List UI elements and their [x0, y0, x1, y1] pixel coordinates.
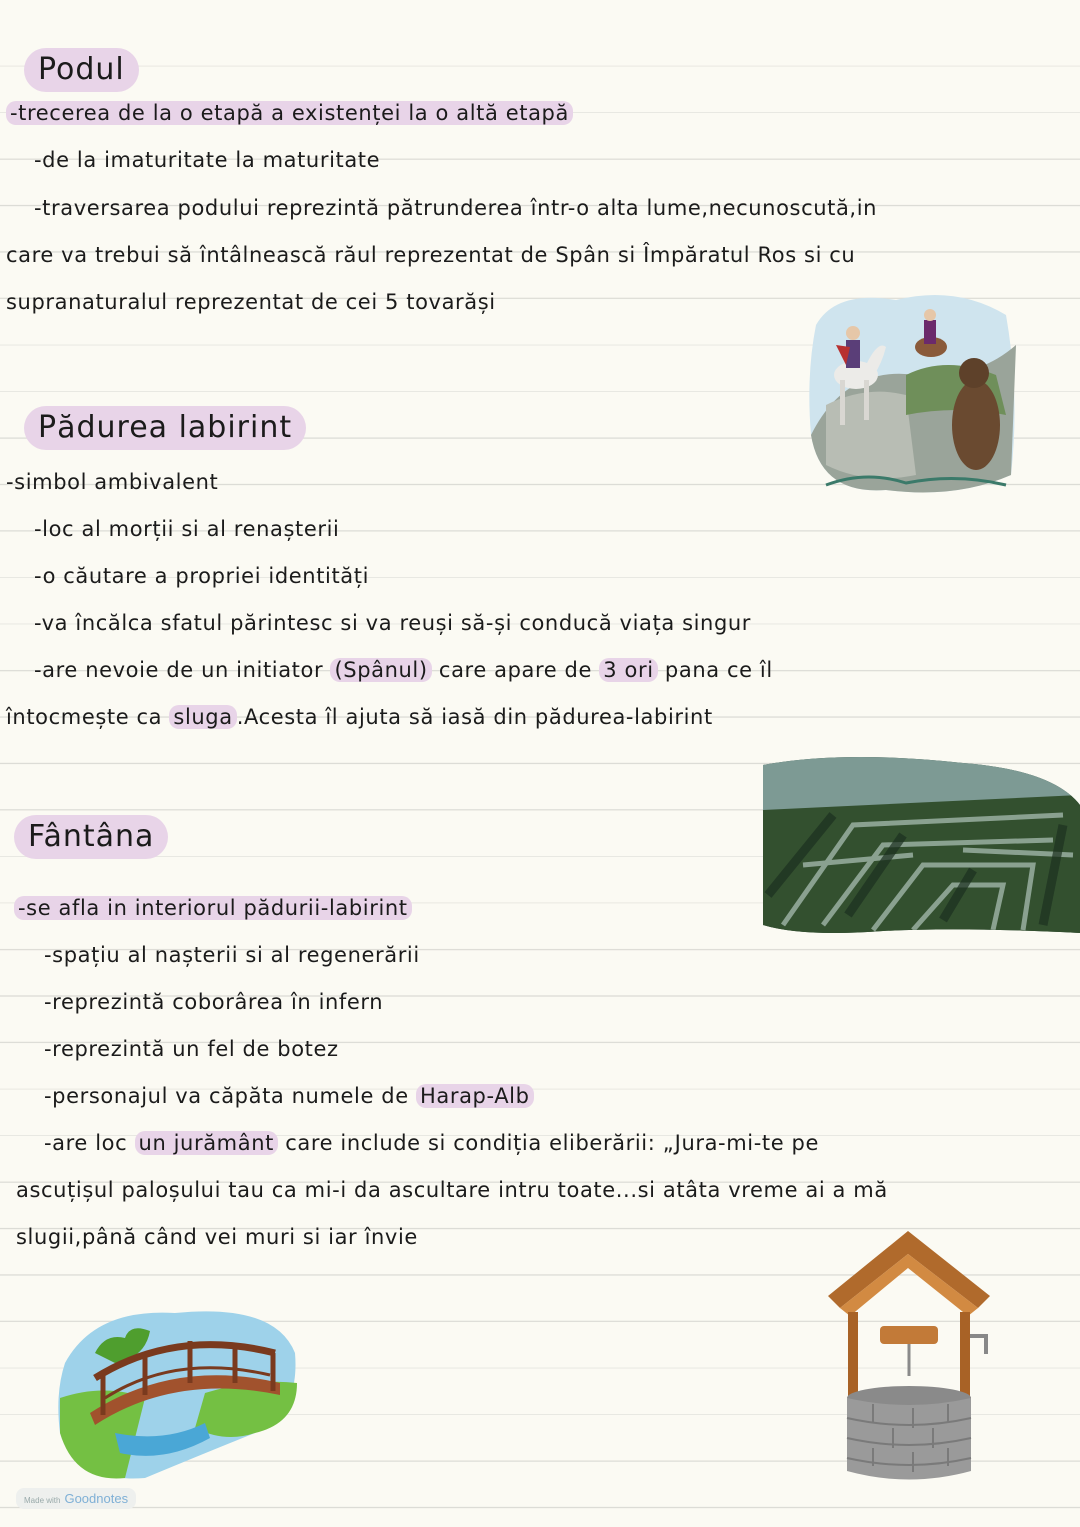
text-run: -are nevoie de un initiator: [34, 658, 331, 682]
text-line: -spațiu al nașterii si al regenerării: [44, 943, 420, 967]
highlight: -se afla in interiorul pădurii-labirint: [14, 896, 412, 920]
text-run: întocmește ca: [6, 705, 170, 729]
text-line: [44, 1081, 534, 1111]
highlight: sluga: [169, 705, 236, 729]
highlight: un jurământ: [135, 1131, 278, 1155]
text-line: -de la imaturitate la maturitate: [34, 148, 381, 172]
text-line: -simbol ambivalent: [6, 470, 219, 494]
heading-podul: Podul: [24, 48, 139, 92]
text-run: -personajul va căpăta numele de: [44, 1084, 416, 1108]
highlight: 3 ori: [599, 658, 657, 682]
text-line: [34, 655, 773, 685]
text-line: -va încălca sfatul părintesc si va reuși să-și conducă viața singur: [34, 611, 752, 635]
text-line: ascuțișul paloșului tau ca mi-i da ascultare intru toate...si atâta vreme ai a mă: [16, 1178, 888, 1202]
badge-brand: Goodnotes: [64, 1491, 129, 1506]
highlight: (Spânul): [330, 658, 431, 682]
text-line: care va trebui să întâlnească răul reprezentat de Spân si Împăratul Ros si cu: [6, 243, 856, 267]
made-with-goodnotes-badge: [16, 1488, 136, 1509]
text-line: -reprezintă coborârea în infern: [44, 990, 384, 1014]
text-line: supranaturalul reprezentat de cei 5 tovarăși: [6, 290, 496, 314]
heading-fantana: Fântâna: [14, 815, 168, 859]
highlight: -trecerea de la o etapă a existenței la o altă etapă: [6, 101, 573, 125]
text-line: -reprezintă un fel de botez: [44, 1037, 339, 1061]
text-line: [44, 1128, 819, 1158]
heading-padurea-labirint: Pădurea labirint: [24, 406, 306, 450]
maze-illustration: [763, 755, 1080, 935]
well-illustration: [818, 1226, 1000, 1488]
text-line: [6, 702, 713, 732]
text-run: care include si condiția eliberării: „Jura-mi-te pe: [277, 1131, 819, 1155]
riders-and-bear-illustration: [806, 285, 1020, 499]
highlight: Harap-Alb: [416, 1084, 534, 1108]
text-line: [14, 893, 412, 923]
bridge-illustration: [55, 1303, 300, 1483]
text-line: -traversarea podului reprezintă pătrunderea într-o alta lume,necunoscută,in: [34, 196, 878, 220]
text-line: slugii,până când vei muri si iar învie: [16, 1225, 418, 1249]
badge-prefix: Made with: [24, 1496, 61, 1505]
text-run: .Acesta îl ajuta să iasă din pădurea-labirint: [236, 705, 713, 729]
text-run: pana ce îl: [657, 658, 773, 682]
text-line: [6, 98, 573, 128]
text-run: care apare de: [431, 658, 600, 682]
text-run: -are loc: [44, 1131, 135, 1155]
text-line: -o căutare a propriei identități: [34, 564, 370, 588]
text-line: -loc al morții si al renașterii: [34, 517, 340, 541]
